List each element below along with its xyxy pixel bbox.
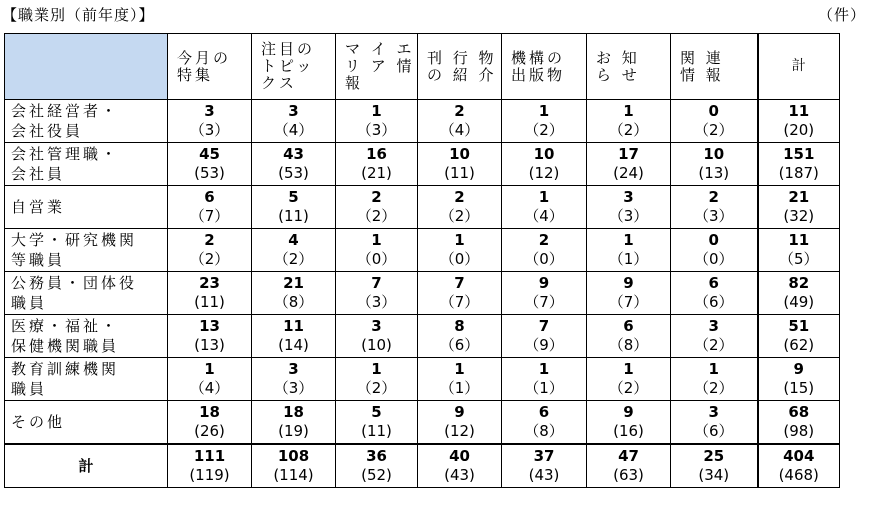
current-count: 6 <box>623 317 634 335</box>
current-count: 2 <box>454 188 465 206</box>
header-line: 注目の <box>261 40 316 58</box>
count-cell <box>336 186 418 229</box>
previous-count: (468) <box>778 465 819 484</box>
table-row <box>5 315 840 358</box>
current-count: 25 <box>703 446 725 465</box>
previous-count: （2） <box>189 250 230 268</box>
current-count: 10 <box>703 145 725 163</box>
count-cell <box>336 315 418 358</box>
previous-count: (21) <box>361 164 392 182</box>
corner-cell <box>5 34 168 100</box>
header-line: 出版物 <box>511 65 566 84</box>
count-cell <box>671 143 758 186</box>
count-cell <box>252 315 336 358</box>
row-label-line: 会社経営者・ <box>11 102 120 120</box>
previous-count: （2） <box>439 207 480 225</box>
count-cell <box>252 444 336 488</box>
count-cell <box>168 272 252 315</box>
previous-count: (13) <box>194 336 225 354</box>
count-cell <box>418 315 502 358</box>
previous-count: （8） <box>524 421 564 440</box>
total-cell <box>758 358 840 401</box>
header-line: ら せ <box>596 65 640 84</box>
current-count: 18 <box>199 402 220 421</box>
occupation-table <box>4 33 840 488</box>
count-cell <box>671 444 758 488</box>
header-line: 特集 <box>177 65 214 84</box>
current-count: 82 <box>788 274 810 292</box>
previous-count: (14) <box>278 336 309 354</box>
count-cell <box>336 272 418 315</box>
count-cell <box>336 358 418 401</box>
current-count: 6 <box>538 402 550 421</box>
previous-count: (12) <box>528 164 560 182</box>
current-count: 11 <box>788 102 810 120</box>
table-row <box>5 100 840 143</box>
table-row <box>5 186 840 229</box>
row-label-line: 自営業 <box>11 198 66 216</box>
previous-count: （6） <box>693 293 734 311</box>
previous-count: (13) <box>698 164 730 182</box>
header-row <box>5 34 840 100</box>
header-col-6 <box>587 34 671 100</box>
current-count: 1 <box>371 360 382 378</box>
header-col-7 <box>671 34 758 100</box>
current-count: 11 <box>788 231 810 249</box>
count-cell <box>418 358 502 401</box>
current-count: 7 <box>454 274 465 292</box>
current-count: 7 <box>371 274 382 292</box>
header-total <box>758 34 840 100</box>
count-cell <box>671 401 758 444</box>
previous-count: (11) <box>361 421 392 440</box>
previous-count: （3） <box>356 293 397 311</box>
count-cell <box>502 143 587 186</box>
total-cell <box>758 143 840 186</box>
header-line: 刊 行 物 <box>427 48 497 67</box>
header-line: 関 連 <box>680 48 724 67</box>
row-label-line: 会社員 <box>11 165 66 183</box>
current-count: 5 <box>371 402 382 421</box>
header-col-1 <box>168 34 252 100</box>
current-count: 6 <box>708 274 719 292</box>
row-label-line: 会社役員 <box>11 122 84 140</box>
previous-count: (43) <box>528 465 560 484</box>
current-count: 8 <box>454 317 465 335</box>
count-cell <box>252 100 336 143</box>
current-count: 1 <box>623 360 634 378</box>
current-count: 151 <box>783 145 815 163</box>
previous-count: (24) <box>613 164 644 182</box>
current-count: 3 <box>288 102 299 120</box>
count-cell <box>252 186 336 229</box>
previous-count: （1） <box>439 379 480 397</box>
count-cell <box>587 186 671 229</box>
total-cell <box>758 229 840 272</box>
count-cell <box>168 186 252 229</box>
count-cell <box>168 401 252 444</box>
current-count: 51 <box>788 317 810 335</box>
current-count: 1 <box>454 231 465 249</box>
previous-count: （7） <box>608 293 649 311</box>
previous-count: (53) <box>278 164 309 182</box>
previous-count: (62) <box>783 336 815 354</box>
previous-count: (53) <box>194 164 225 182</box>
previous-count: （2） <box>273 250 314 268</box>
previous-count: （3） <box>693 207 734 225</box>
row-label-line: 等職員 <box>11 251 66 269</box>
count-cell <box>418 100 502 143</box>
count-cell <box>587 401 671 444</box>
count-cell <box>336 143 418 186</box>
previous-count: （2） <box>693 336 734 354</box>
count-cell <box>502 229 587 272</box>
header-col-3 <box>336 34 418 100</box>
count-cell <box>587 229 671 272</box>
count-cell <box>671 315 758 358</box>
count-cell <box>587 143 671 186</box>
count-cell <box>168 229 252 272</box>
current-count: 11 <box>283 317 304 335</box>
current-count: 3 <box>371 317 382 335</box>
table-row <box>5 143 840 186</box>
current-count: 9 <box>623 402 634 421</box>
previous-count: （4） <box>273 121 314 139</box>
previous-count: （4） <box>439 121 480 139</box>
count-cell <box>671 272 758 315</box>
previous-count: （2） <box>356 379 397 397</box>
current-count: 47 <box>618 446 639 465</box>
count-cell <box>502 272 587 315</box>
current-count: 2 <box>708 188 719 206</box>
previous-count: (16) <box>613 421 644 440</box>
unit-label: （件） <box>817 6 866 24</box>
total-cell <box>758 186 840 229</box>
count-cell <box>671 186 758 229</box>
current-count: 7 <box>538 317 550 335</box>
table-row <box>5 358 840 401</box>
count-cell <box>168 315 252 358</box>
count-cell <box>418 401 502 444</box>
current-count: 10 <box>533 145 555 163</box>
previous-count: （5） <box>778 250 819 268</box>
previous-count: (187) <box>778 164 819 182</box>
total-cell <box>758 444 840 488</box>
previous-count: （1） <box>524 379 564 397</box>
previous-count: (12) <box>444 421 475 440</box>
count-cell <box>502 100 587 143</box>
count-cell <box>587 100 671 143</box>
previous-count: （2） <box>524 121 564 139</box>
count-cell <box>336 100 418 143</box>
current-count: 9 <box>793 360 804 378</box>
previous-count: (10) <box>361 336 392 354</box>
previous-count: （9） <box>524 336 564 354</box>
current-count: 111 <box>193 446 226 465</box>
current-count: 2 <box>371 188 382 206</box>
current-count: 5 <box>288 188 299 206</box>
count-cell <box>168 358 252 401</box>
header-line: 情 報 <box>680 65 724 84</box>
previous-count: （6） <box>439 336 480 354</box>
header-col-2 <box>252 34 336 100</box>
row-label-line: 大学・研究機関 <box>11 231 138 249</box>
current-count: 21 <box>788 188 810 206</box>
previous-count: (11) <box>278 207 309 225</box>
current-count: 13 <box>199 317 220 335</box>
current-count: 18 <box>283 402 304 421</box>
previous-count: （2） <box>608 121 649 139</box>
current-count: 1 <box>538 360 550 378</box>
total-cell <box>758 100 840 143</box>
current-count: 3 <box>204 102 215 120</box>
count-cell <box>168 143 252 186</box>
row-label <box>5 401 168 444</box>
row-label <box>5 186 168 229</box>
current-count: 2 <box>204 231 215 249</box>
current-count: 3 <box>708 317 719 335</box>
row-label: 計 <box>5 444 168 488</box>
current-count: 45 <box>199 145 220 163</box>
previous-count: (43) <box>444 465 475 484</box>
header-line: マ イ エ <box>345 40 415 58</box>
count-cell <box>502 444 587 488</box>
previous-count: （8） <box>273 293 314 311</box>
row-label-line: その他 <box>11 412 66 431</box>
header-line: 今月の <box>177 48 232 67</box>
current-count: 2 <box>538 231 550 249</box>
previous-count: （7） <box>524 293 564 311</box>
previous-count: （3） <box>189 121 230 139</box>
current-count: 36 <box>366 446 387 465</box>
count-cell <box>418 272 502 315</box>
previous-count: （3） <box>273 379 314 397</box>
total-cell <box>758 401 840 444</box>
row-label <box>5 358 168 401</box>
total-cell <box>758 315 840 358</box>
count-cell <box>502 358 587 401</box>
count-cell <box>587 315 671 358</box>
table-row <box>5 229 840 272</box>
current-count: 1 <box>708 360 719 378</box>
count-cell <box>502 401 587 444</box>
previous-count: (11) <box>194 293 225 311</box>
previous-count: （1） <box>608 250 649 268</box>
table-row <box>5 401 840 444</box>
current-count: 108 <box>277 446 310 465</box>
current-count: 4 <box>288 231 299 249</box>
current-count: 40 <box>449 446 470 465</box>
count-cell <box>587 272 671 315</box>
current-count: 37 <box>533 446 555 465</box>
previous-count: (49) <box>783 293 815 311</box>
current-count: 1 <box>538 188 550 206</box>
previous-count: （2） <box>356 207 397 225</box>
previous-count: (32) <box>783 207 815 225</box>
row-label <box>5 229 168 272</box>
previous-count: (114) <box>273 465 314 484</box>
count-cell <box>336 229 418 272</box>
row-label-line: 医療・福祉・ <box>11 317 120 335</box>
current-count: 3 <box>708 402 719 421</box>
count-cell <box>671 100 758 143</box>
count-cell <box>671 358 758 401</box>
row-label-line: 公務員・団体役 <box>11 274 138 292</box>
current-count: 6 <box>204 188 215 206</box>
previous-count: （3） <box>356 121 397 139</box>
current-count: 9 <box>538 274 550 292</box>
current-count: 1 <box>454 360 465 378</box>
count-cell <box>587 444 671 488</box>
header-line: リ ア 情 <box>345 57 415 75</box>
current-count: 1 <box>204 360 215 378</box>
current-count: 1 <box>623 231 634 249</box>
current-count: 10 <box>449 145 470 163</box>
current-count: 1 <box>371 102 382 120</box>
header-line: トピッ <box>261 57 315 75</box>
header-line: 報 <box>345 74 364 92</box>
row-label-line: 職員 <box>11 380 48 398</box>
previous-count: （2） <box>693 379 734 397</box>
row-label <box>5 100 168 143</box>
row-label-line: 職員 <box>11 294 48 312</box>
previous-count: （7） <box>189 207 230 225</box>
current-count: 17 <box>618 145 639 163</box>
previous-count: （4） <box>524 207 564 225</box>
header-col-4 <box>418 34 502 100</box>
header-line: お 知 <box>596 48 640 67</box>
current-count: 1 <box>371 231 382 249</box>
current-count: 16 <box>366 145 387 163</box>
count-cell <box>168 100 252 143</box>
previous-count: (20) <box>783 121 815 139</box>
header-line: クス <box>261 74 297 92</box>
current-count: 9 <box>454 402 465 421</box>
current-count: 404 <box>783 446 815 465</box>
page-title: 【職業別（前年度）】 <box>2 6 155 24</box>
previous-count: (26) <box>194 421 225 440</box>
count-cell <box>252 401 336 444</box>
current-count: 0 <box>708 231 719 249</box>
previous-count: （2） <box>608 379 649 397</box>
previous-count: （2） <box>693 121 734 139</box>
previous-count: (119) <box>189 465 230 484</box>
count-cell <box>252 358 336 401</box>
previous-count: （0） <box>439 250 480 268</box>
count-cell <box>671 229 758 272</box>
previous-count: （4） <box>189 379 230 397</box>
current-count: 21 <box>283 274 304 292</box>
previous-count: (15) <box>783 379 815 397</box>
previous-count: (63) <box>613 465 644 484</box>
previous-count: （0） <box>356 250 397 268</box>
count-cell <box>418 444 502 488</box>
current-count: 3 <box>288 360 299 378</box>
row-label <box>5 315 168 358</box>
previous-count: (34) <box>698 465 730 484</box>
current-count: 1 <box>623 102 634 120</box>
count-cell <box>502 315 587 358</box>
row-label <box>5 143 168 186</box>
row-label-line: 保健機関職員 <box>11 337 120 355</box>
previous-count: （6） <box>693 421 734 440</box>
current-count: 23 <box>199 274 220 292</box>
count-cell <box>587 358 671 401</box>
previous-count: （7） <box>439 293 480 311</box>
previous-count: （0） <box>524 250 564 268</box>
row-label <box>5 272 168 315</box>
previous-count: （8） <box>608 336 649 354</box>
previous-count: （3） <box>608 207 649 225</box>
current-count: 2 <box>454 102 465 120</box>
current-count: 9 <box>623 274 634 292</box>
count-cell <box>252 229 336 272</box>
header-col-5 <box>502 34 587 100</box>
previous-count: (52) <box>361 465 392 484</box>
current-count: 1 <box>538 102 550 120</box>
current-count: 3 <box>623 188 634 206</box>
current-count: 43 <box>283 145 304 163</box>
previous-count: (98) <box>783 421 815 440</box>
count-cell <box>252 143 336 186</box>
header-line: 計 <box>791 58 806 74</box>
row-label-line: 会社管理職・ <box>11 145 120 163</box>
previous-count: (11) <box>444 164 475 182</box>
row-label-line: 教育訓練機関 <box>11 360 120 378</box>
current-count: 0 <box>708 102 719 120</box>
count-cell <box>418 186 502 229</box>
total-row <box>5 444 840 488</box>
header-line: 機構の <box>511 48 566 67</box>
current-count: 68 <box>788 402 810 421</box>
count-cell <box>336 444 418 488</box>
previous-count: （0） <box>693 250 734 268</box>
count-cell <box>418 143 502 186</box>
previous-count: (19) <box>278 421 309 440</box>
table-row <box>5 272 840 315</box>
total-cell <box>758 272 840 315</box>
count-cell <box>252 272 336 315</box>
count-cell <box>502 186 587 229</box>
count-cell <box>336 401 418 444</box>
count-cell <box>168 444 252 488</box>
header-line: の 紹 介 <box>427 65 497 84</box>
count-cell <box>418 229 502 272</box>
